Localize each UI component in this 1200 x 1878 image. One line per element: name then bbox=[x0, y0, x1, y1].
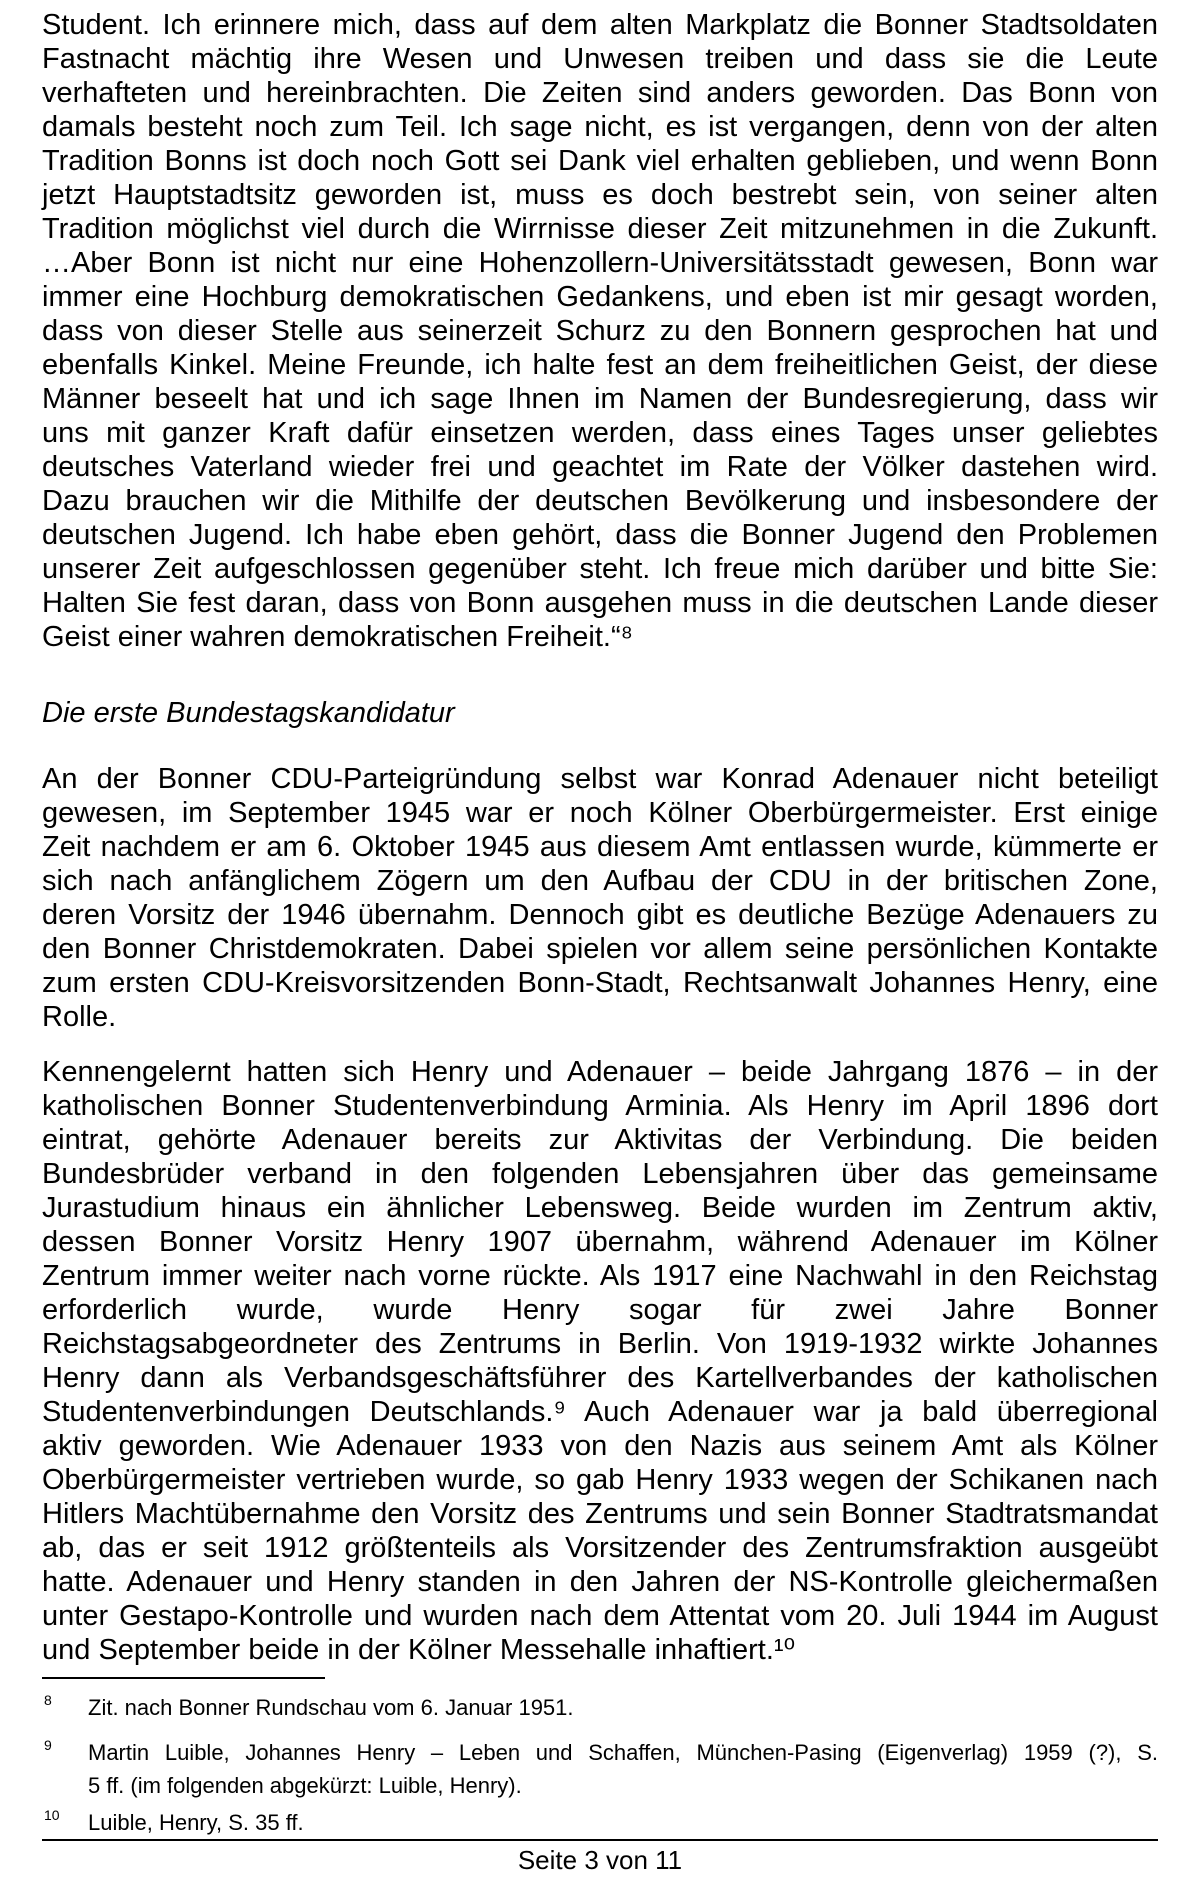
text-line: Zeit nachdem er am 6. Oktober 1945 aus diesem Amt entlassen wurde, kümmerte er bbox=[42, 831, 1158, 863]
text-line: uns mit ganzer Kraft dafür einsetzen werden, dass eines Tages unser geliebtes bbox=[42, 417, 1158, 449]
text-line: sich nach anfänglichem Zögern um den Aufbau der CDU in der britischen Zone, bbox=[42, 865, 1158, 897]
footnote-marker: 10 bbox=[44, 1807, 60, 1823]
text-line: deutsches Vaterland wieder frei und geachtet im Rate der Völker dastehen wird. bbox=[42, 451, 1158, 483]
text-line: Geist einer wahren demokratischen Freiheit.“⁸ bbox=[42, 621, 633, 653]
footnote-marker: 9 bbox=[44, 1737, 52, 1753]
text-line: Zit. nach Bonner Rundschau vom 6. Januar 1951. bbox=[88, 1695, 574, 1720]
text-line: Bundesbrüder verband in den folgenden Lebensjahren über das gemeinsame bbox=[42, 1158, 1158, 1190]
text-line: Halten Sie fest daran, dass von Bonn ausgehen muss in die deutschen Lande dieser bbox=[42, 587, 1158, 619]
footnote-separator bbox=[42, 1677, 325, 1679]
page-number: Seite 3 von 11 bbox=[517, 1845, 683, 1875]
paragraph-kennengelernt bbox=[42, 1055, 1158, 1667]
text-line: erforderlich wurde, wurde Henry sogar für zwei Jahre Bonner bbox=[42, 1294, 1158, 1326]
text-line: verhafteten und hereinbrachten. Die Zeiten sind anders geworden. Das Bonn von bbox=[42, 77, 1158, 109]
text-line: unter Gestapo-Kontrolle und wurden nach dem Attentat vom 20. Juli 1944 im August bbox=[42, 1600, 1158, 1632]
text-line: An der Bonner CDU-Parteigründung selbst war Konrad Adenauer nicht beteiligt bbox=[42, 763, 1158, 795]
text-line: zum ersten CDU-Kreisvorsitzenden Bonn-Stadt, Rechtsanwalt Johannes Henry, eine bbox=[42, 967, 1158, 999]
footnote-9 bbox=[42, 1736, 1158, 1802]
text-line: aktiv geworden. Wie Adenauer 1933 von den Nazis aus seinem Amt als Kölner bbox=[42, 1430, 1158, 1462]
text-line: Martin Luible, Johannes Henry – Leben und Schaffen, München-Pasing (Eigenverlag) 1959 (?), S. bbox=[88, 1740, 1158, 1765]
text-line: unserer Zeit aufgeschlossen gegenüber steht. Ich freue mich darüber und bitte Sie: bbox=[42, 553, 1158, 585]
text-line: …Aber Bonn ist nicht nur eine Hohenzollern-Universitätsstadt gewesen, Bonn war bbox=[42, 247, 1158, 279]
text-line: Student. Ich erinnere mich, dass auf dem alten Markplatz die Bonner Stadtsoldaten bbox=[42, 9, 1158, 41]
text-line: damals besteht noch zum Teil. Ich sage nicht, es ist vergangen, denn von der alten bbox=[42, 111, 1158, 143]
text-line: hatte. Adenauer und Henry standen in den Jahren der NS-Kontrolle gleichermaßen bbox=[42, 1566, 1158, 1598]
text-line: Männer beseelt hat und ich sage Ihnen im Namen der Bundesregierung, dass wir bbox=[42, 383, 1158, 415]
footnote-marker: 8 bbox=[44, 1692, 52, 1708]
text-line: gewesen, im September 1945 war er noch Kölner Oberbürgermeister. Erst einige bbox=[42, 797, 1158, 829]
text-line: Reichstagsabgeordneter des Zentrums in Berlin. Von 1919-1932 wirkte Johannes bbox=[42, 1328, 1158, 1360]
text-line: deren Vorsitz der 1946 übernahm. Dennoch gibt es deutliche Bezüge Adenauers zu bbox=[42, 899, 1158, 931]
text-line: eintrat, gehörte Adenauer bereits zur Aktivitas der Verbindung. Die beiden bbox=[42, 1124, 1158, 1156]
text-line: Rolle. bbox=[42, 1001, 117, 1033]
text-line: und September beide in der Kölner Messehalle inhaftiert.¹⁰ bbox=[42, 1634, 796, 1666]
text-line: Tradition Bonns ist doch noch Gott sei Dank viel erhalten geblieben, und wenn Bonn bbox=[42, 145, 1158, 177]
text-line: Tradition möglichst viel durch die Wirrnisse dieser Zeit mitzunehmen in die Zukunft. bbox=[42, 213, 1158, 245]
text-line: Henry dann als Verbandsgeschäftsführer des Kartellverbandes der katholischen bbox=[42, 1362, 1158, 1394]
text-line: dessen Bonner Vorsitz Henry 1907 übernahm, während Adenauer im Kölner bbox=[42, 1226, 1158, 1258]
page-footer-rule bbox=[42, 1839, 1158, 1841]
footnote-8 bbox=[42, 1691, 1158, 1724]
text-line: Jurastudium hinaus ein ähnlicher Lebensweg. Beide wurden im Zentrum aktiv, bbox=[42, 1192, 1158, 1224]
section-heading: Die erste Bundestagskandidatur bbox=[42, 697, 455, 729]
footnote-text bbox=[88, 1736, 1158, 1802]
text-line: Luible, Henry, S. 35 ff. bbox=[88, 1810, 304, 1835]
text-line: immer eine Hochburg demokratischen Gedankens, und eben ist mir gesagt worden, bbox=[42, 281, 1158, 313]
text-line: Fastnacht mächtig ihre Wesen und Unwesen treiben und dass sie die Leute bbox=[42, 43, 1158, 75]
text-line: den Bonner Christdemokraten. Dabei spielen vor allem seine persönlichen Kontakte bbox=[42, 933, 1158, 965]
paragraph-cdu-parteigruendung bbox=[42, 762, 1158, 1034]
text-line: Studentenverbindungen Deutschlands.⁹ Auch Adenauer war ja bald überregional bbox=[42, 1396, 1158, 1428]
text-line: ebenfalls Kinkel. Meine Freunde, ich halte fest an dem freiheitlichen Geist, der diese bbox=[42, 349, 1158, 381]
text-line: Dazu brauchen wir die Mithilfe der deutschen Bevölkerung und insbesondere der bbox=[42, 485, 1158, 517]
footnote-text bbox=[88, 1691, 1158, 1724]
text-line: ab, das er seit 1912 größtenteils als Vorsitzender des Zentrumsfraktion ausgeübt bbox=[42, 1532, 1158, 1564]
text-line: jetzt Hauptstadtsitz geworden ist, muss es doch bestrebt sein, von seiner alten bbox=[42, 179, 1158, 211]
text-line: Hitlers Machtübernahme den Vorsitz des Zentrums und sein Bonner Stadtratsmandat bbox=[42, 1498, 1158, 1530]
footnote-text bbox=[88, 1806, 1158, 1839]
footnote-10 bbox=[42, 1806, 1158, 1839]
text-line: Zentrum immer weiter nach vorne rückte. Als 1917 eine Nachwahl in den Reichstag bbox=[42, 1260, 1158, 1292]
text-line: dass von dieser Stelle aus seinerzeit Schurz zu den Bonnern gesprochen hat und bbox=[42, 315, 1158, 347]
text-line: Kennengelernt hatten sich Henry und Adenauer – beide Jahrgang 1876 – in der bbox=[42, 1056, 1158, 1088]
text-line: Oberbürgermeister vertrieben wurde, so gab Henry 1933 wegen der Schikanen nach bbox=[42, 1464, 1158, 1496]
text-line: 5 ff. (im folgenden abgekürzt: Luible, Henry). bbox=[88, 1773, 522, 1798]
paragraph-student-quote bbox=[42, 8, 1158, 654]
text-line: katholischen Bonner Studentenverbindung Arminia. Als Henry im April 1896 dort bbox=[42, 1090, 1158, 1122]
text-line: deutschen Jugend. Ich habe eben gehört, dass die Bonner Jugend den Problemen bbox=[42, 519, 1158, 551]
